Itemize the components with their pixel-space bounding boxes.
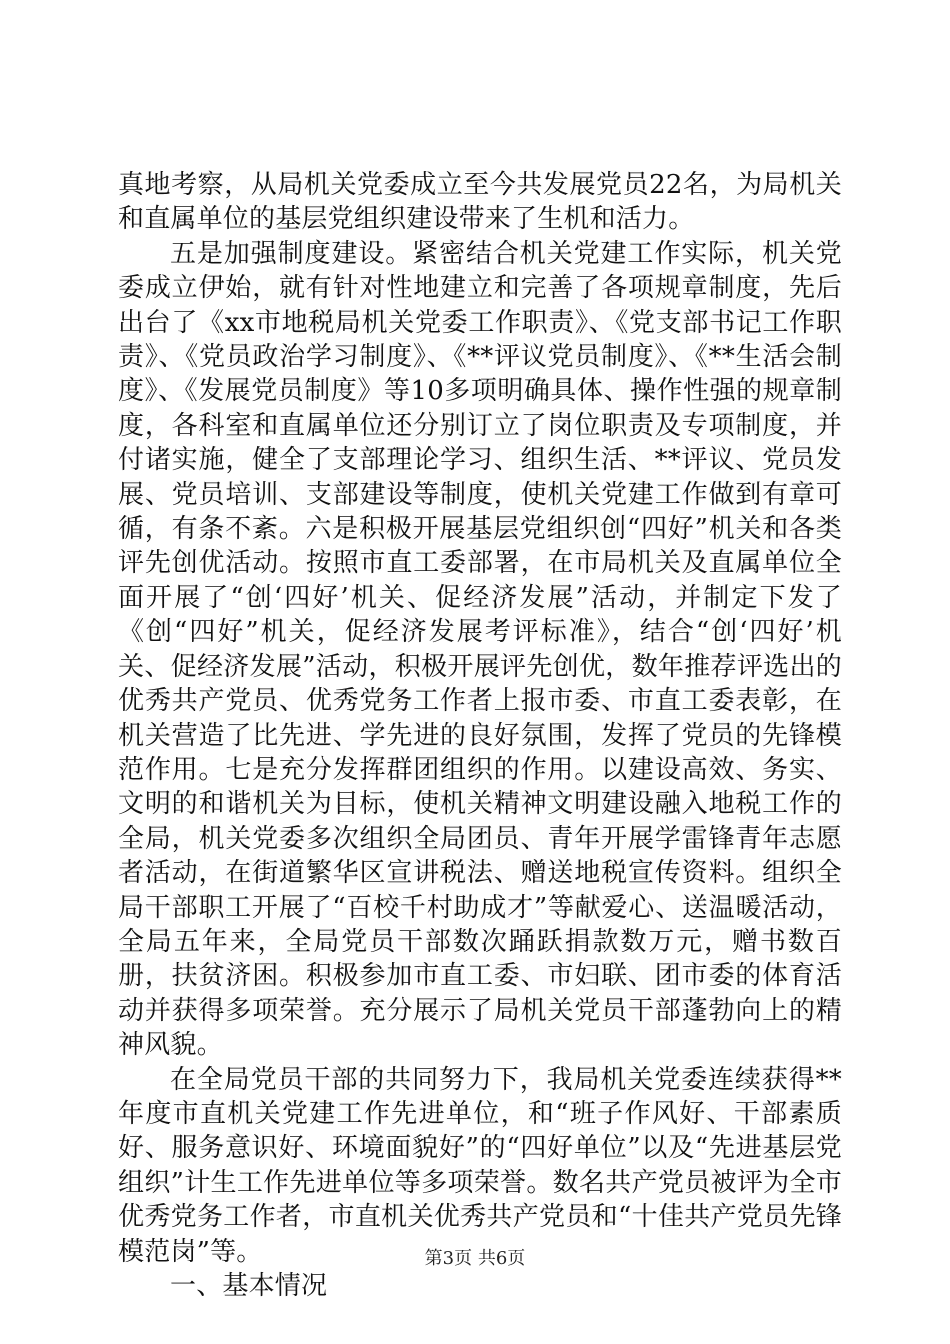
document-body: [118, 168, 842, 1303]
paragraph-honors: 在全局党员干部的共同努力下，我局机关党委连续获得**年度市直机关党建工作先进单位，和“班子作风好、干部素质好、服务意识好、环境面貌好”的“四好单位”以及“先进基层党组织”计生工作先进单位等多项荣誉。数名共产党员被评为全市优秀党务工作者，市直机关优秀共产党员和“十佳共产党员先锋模范岗”等。: [118, 1064, 842, 1267]
page-footer: 第3页 共6页: [424, 1248, 526, 1269]
section-heading: 一、基本情况: [170, 1271, 328, 1301]
paragraph-continuation: 真地考察，从局机关党委成立至今共发展党员22名，为局机关和直属单位的基层党组织建设带来了生机和活力。: [118, 170, 842, 235]
paragraph-system-building: 五是加强制度建设。紧密结合机关党建工作实际，机关党委成立伊始，就有针对性地建立和完善了各项规章制度，先后出台了《xx市地税局机关党委工作职责》、《党支部书记工作职责》、《党员政治学习制度》、《**评议党员制度》、《**生活会制度》、《发展党员制度》等10多项明确具体、操作性强的规章制度，各科室和直属单位还分别订立了岗位职责及专项制度，并付诸实施，健全了支部理论学习、组织生活、**评议、党员发展、党员培训、支部建设等制度，使机关党建工作做到有章可循，有条不紊。六是积极开展基层党组织创“四好”机关和各类评先创优活动。按照市直工委部署，在市局机关及直属单位全面开展了“创‘四好’机关、促经济发展”活动，并制定下发了《创“四好”机关，促经济发展考评标准》，结合“创‘四好’机关、促经济发展”活动，积极开展评先创优，数年推荐评选出的优秀共产党员、优秀党务工作者上报市委、市直工委表彰，在机关营造了比先进、学先进的良好氛围，发挥了党员的先锋模范作用。七是充分发挥群团组织的作用。以建设高效、务实、文明的和谐机关为目标，使机关精神文明建设融入地税工作的全局，机关党委多次组织全局团员、青年开展学雷锋青年志愿者活动，在街道繁华区宣讲税法、赠送地税宣传资料。组织全局干部职工开展了“百校千村助成才”等献爱心、送温暖活动，全局五年来，全局党员干部数次踊跃捐款数万元，赠书数百册，扶贫济困。积极参加市直工委、市妇联、团市委的体育活动并获得多项荣誉。充分展示了局机关党员干部蓬勃向上的精神风貌。: [118, 238, 842, 1061]
